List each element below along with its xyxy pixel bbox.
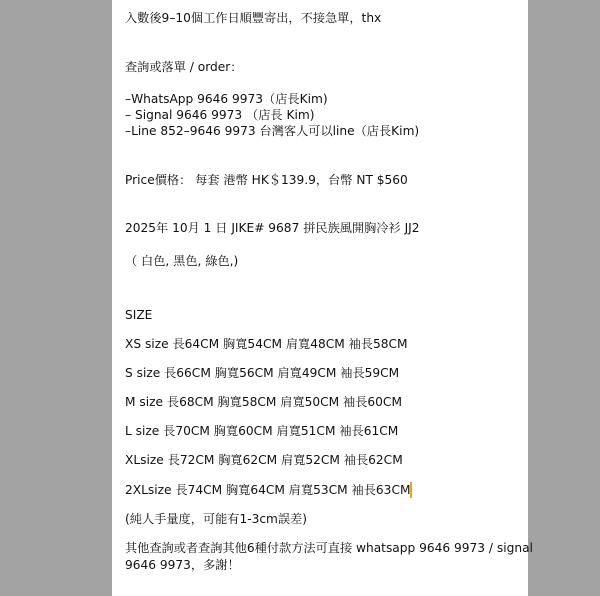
contact-whatsapp: –WhatsApp 9646 9973（店長Kim) xyxy=(125,92,328,106)
size-row-2xl: 2XLsize 長74CM 胸寬64CM 肩寬53CM 袖長63CM xyxy=(125,483,411,497)
text-cursor xyxy=(410,482,412,498)
size-row-xs: XS size 長64CM 胸寬54CM 肩寬48CM 袖長58CM xyxy=(125,337,408,351)
colors-line: （ 白色, 黑色, 綠色,) xyxy=(125,254,239,268)
contact-line: –Line 852–9646 9973 台灣客人可以line（店長Kim) xyxy=(125,124,420,138)
size-row-l: L size 長70CM 胸寬60CM 肩寬51CM 袖長61CM xyxy=(125,424,399,438)
inquiry-heading: 查詢或落單 / order： xyxy=(125,60,243,74)
shipping-note: 入數後9–10個工作日順豐寄出，不接急單，thx xyxy=(125,11,382,25)
closing-line-1: 其他查詢或者查詢其他6種付款方法可直接 whatsapp 9646 9973 / signal xyxy=(125,541,533,555)
document-page xyxy=(112,0,533,596)
measure-note: (純人手量度，可能有1-3cm誤差) xyxy=(125,512,308,526)
size-row-xl: XLsize 長72CM 胸寬62CM 肩寬52CM 袖長62CM xyxy=(125,453,403,467)
product-line: 2025年 10月 1 日 JIKE# 9687 拼民族風開胸冷衫 JJ2 xyxy=(125,221,420,235)
closing-line-2: 9646 9973，多謝！ xyxy=(125,558,240,572)
price-line: Price價格： 每套 港幣 HK＄139.9，台幣 NT $560 xyxy=(125,173,408,187)
size-row-s: S size 長66CM 胸寬56CM 肩寬49CM 袖長59CM xyxy=(125,366,400,380)
size-row-m: M size 長68CM 胸寬58CM 肩寬50CM 袖長60CM xyxy=(125,395,402,409)
contact-signal: – Signal 9646 9973 （店長 Kim) xyxy=(125,108,315,122)
size-heading: SIZE xyxy=(125,308,153,322)
